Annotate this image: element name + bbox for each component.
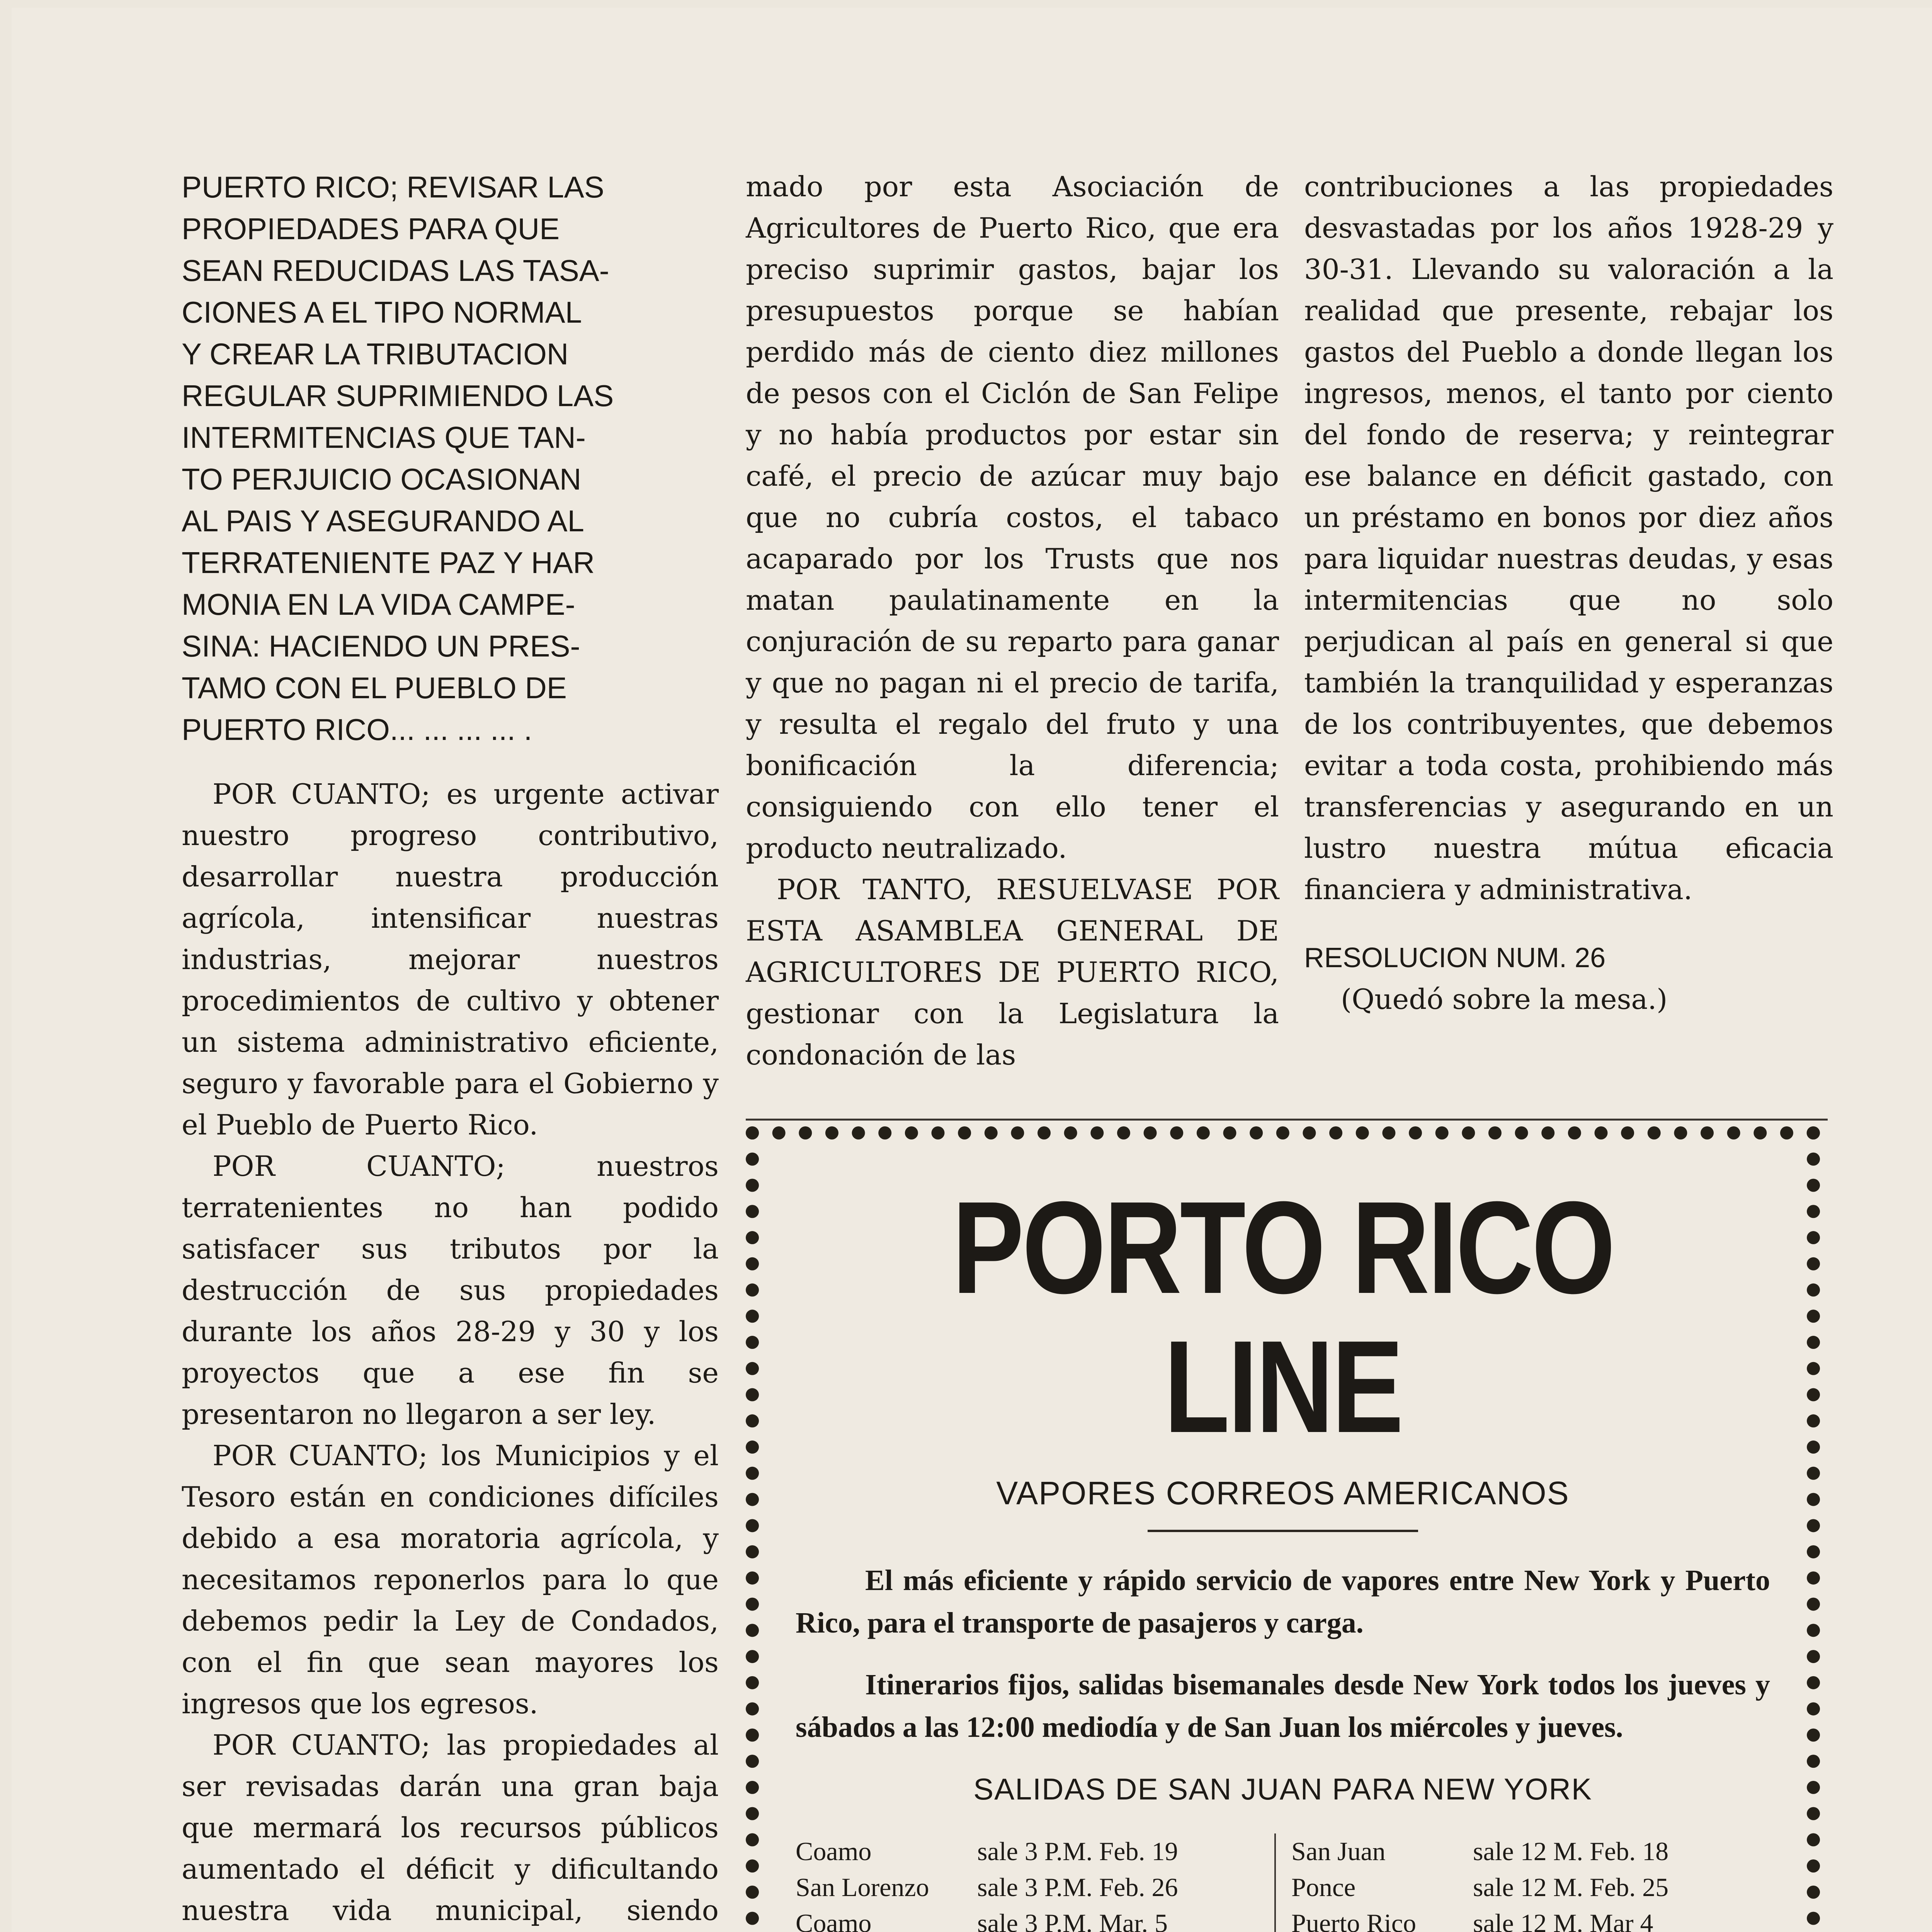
ad-divider bbox=[1148, 1530, 1418, 1532]
departure: sale 12 M. Mar 4 bbox=[1473, 1908, 1653, 1932]
schedule-column-left bbox=[796, 1833, 1274, 1932]
ship-name: San Juan bbox=[1291, 1837, 1386, 1866]
paragraph: POR CUANTO; es urgente activar nuestro progreso contributivo, desarrollar nuestra producción agrícola, intensificar nuestras industrias, mejorar nuestros procedimientos de cultivo y obtener un sistema administrativo eficiente, seguro y favorable para el Gobierno y el Pueblo de Puerto Rico. bbox=[182, 778, 719, 1141]
heading-line: SEAN REDUCIDAS LAS TASA- bbox=[182, 253, 609, 287]
ship-name: San Lorenzo bbox=[796, 1872, 929, 1902]
departure: sale 3 P.M. Feb. 19 bbox=[977, 1837, 1178, 1866]
schedule-row bbox=[1291, 1869, 1770, 1905]
departure: sale 3 P.M. Mar. 5 bbox=[977, 1908, 1168, 1932]
heading-line: TERRATENIENTE PAZ Y HAR bbox=[182, 546, 595, 580]
column-2 bbox=[746, 166, 1279, 1076]
heading-line: PROPIEDADES PARA QUE bbox=[182, 212, 560, 246]
heading-line: Y CREAR LA TRIBUTACION bbox=[182, 337, 569, 371]
heading-line: TO PERJUICIO OCASIONAN bbox=[182, 462, 582, 496]
resolution-note: (Quedó sobre la mesa.) bbox=[1341, 983, 1668, 1015]
schedule-table bbox=[796, 1833, 1770, 1932]
ad-paragraph: El más eficiente y rápido servicio de vapores entre New York y Puerto Rico, para el transporte de pasajeros y carga. bbox=[796, 1564, 1770, 1639]
heading-line: PUERTO RICO; REVISAR LAS bbox=[182, 170, 604, 204]
departure: sale 3 P.M. Feb. 26 bbox=[977, 1872, 1178, 1902]
paragraph: POR CUANTO; los Municipios y el Tesoro están en condiciones difíciles debido a esa moratoria agrícola, y necesitamos reponerlos para lo que debemos pedir la Ley de Condados, con el fin que sean mayores los ingresos que los egresos. bbox=[182, 1439, 719, 1720]
column-1 bbox=[182, 166, 719, 1932]
schedule-row bbox=[1291, 1833, 1770, 1869]
heading-line: CIONES A EL TIPO NORMAL bbox=[182, 295, 582, 329]
departure: sale 12 M. Feb. 25 bbox=[1473, 1872, 1669, 1902]
schedule-row bbox=[796, 1869, 1274, 1905]
column-3 bbox=[1304, 166, 1833, 1020]
heading-line: REGULAR SUPRIMIENDO LAS bbox=[182, 379, 614, 413]
heading-line: AL PAIS Y ASEGURANDO AL bbox=[182, 504, 584, 538]
heading-line: INTERMITENCIAS QUE TAN- bbox=[182, 420, 586, 454]
schedule-row bbox=[796, 1833, 1274, 1869]
heading-line: PUERTO RICO... ... ... ... . bbox=[182, 713, 532, 747]
paragraph: contribuciones a las propiedades desvastadas por los años 1928-29 y 30-31. Llevando su valoración a la realidad que presente, rebajar los gastos del Pueblo a donde llegan los ingresos, menos, el tanto por ciento del fondo de reserva; y reintegrar ese balance en déficit gastado, con un préstamo en bonos por diez años para liquidar nuestras deudas, y esas intermitencias que no solo perjudican al país en general si que también la tranquilidad y esperanzas de los contribuyentes, que debemos evitar a toda costa, prohibiendo más transferencias y asegurando en un lustro nuestra mútua eficacia financiera y administrativa. bbox=[1304, 170, 1833, 906]
resolution-heading bbox=[182, 166, 719, 750]
ship-name: Ponce bbox=[1291, 1872, 1356, 1902]
paragraph: POR TANTO, RESUELVASE POR ESTA ASAMBLEA GENERAL DE AGRICULTORES DE PUERTO RICO, gestionar con la Legislatura la condonación de las bbox=[746, 873, 1279, 1071]
schedule-column-right bbox=[1274, 1833, 1770, 1932]
resolution-title: RESOLUCION NUM. 26 bbox=[1304, 942, 1606, 973]
schedule-row bbox=[1291, 1905, 1770, 1932]
ship-name: Coamo bbox=[796, 1908, 872, 1932]
schedule-row bbox=[796, 1905, 1274, 1932]
heading-line: SINA: HACIENDO UN PRES- bbox=[182, 629, 580, 663]
ad-subtitle: VAPORES CORREOS AMERICANOS bbox=[996, 1475, 1570, 1511]
departure: sale 12 M. Feb. 18 bbox=[1473, 1837, 1669, 1866]
paragraph: mado por esta Asociación de Agricultores de Puerto Rico, que era preciso suprimir gastos, bajar los presupuestos porque se habían perdido más de ciento diez millones de pesos con el Ciclón de San Felipe y no había productos por estar sin café, el precio de azúcar muy bajo que no cubría costos, el tabaco acaparado por los Trusts que nos matan paulatinamente en la conjuración de su reparto para ganar y que no pagan ni el precio de tarifa, y resulta el regalo del fruto y una bonificación la diferencia; consiguiendo con ello tener el producto neutralizado. bbox=[746, 170, 1279, 864]
advertisement bbox=[746, 1126, 1820, 1932]
divider bbox=[746, 1119, 1828, 1121]
heading-line: TAMO CON EL PUEBLO DE bbox=[182, 671, 567, 705]
heading-line: MONIA EN LA VIDA CAMPE- bbox=[182, 587, 575, 621]
paragraph: POR CUANTO; las propiedades al ser revisadas darán una gran baja que mermará los recursos públicos aumentado el déficit y dificultando nuestra vida municipal, siendo bbox=[182, 1729, 719, 1927]
ship-name: Puerto Rico bbox=[1291, 1908, 1416, 1932]
schedule-title: SALIDAS DE SAN JUAN PARA NEW YORK bbox=[973, 1772, 1592, 1806]
ship-name: Coamo bbox=[796, 1837, 872, 1866]
ad-paragraph: Itinerarios fijos, salidas bisemanales desde New York todos los jueves y sábados a las 12:00 mediodía y de San Juan los miércoles y jueves. bbox=[796, 1668, 1770, 1743]
paragraph: POR CUANTO; nuestros terratenientes no han podido satisfacer sus tributos por la destrucción de sus propiedades durante los años 28-29 y 30 y los proyectos que a ese fin se presentaron no llegaron a ser ley. bbox=[182, 1150, 719, 1430]
ad-title: PORTO RICO LINE bbox=[952, 1174, 1614, 1460]
